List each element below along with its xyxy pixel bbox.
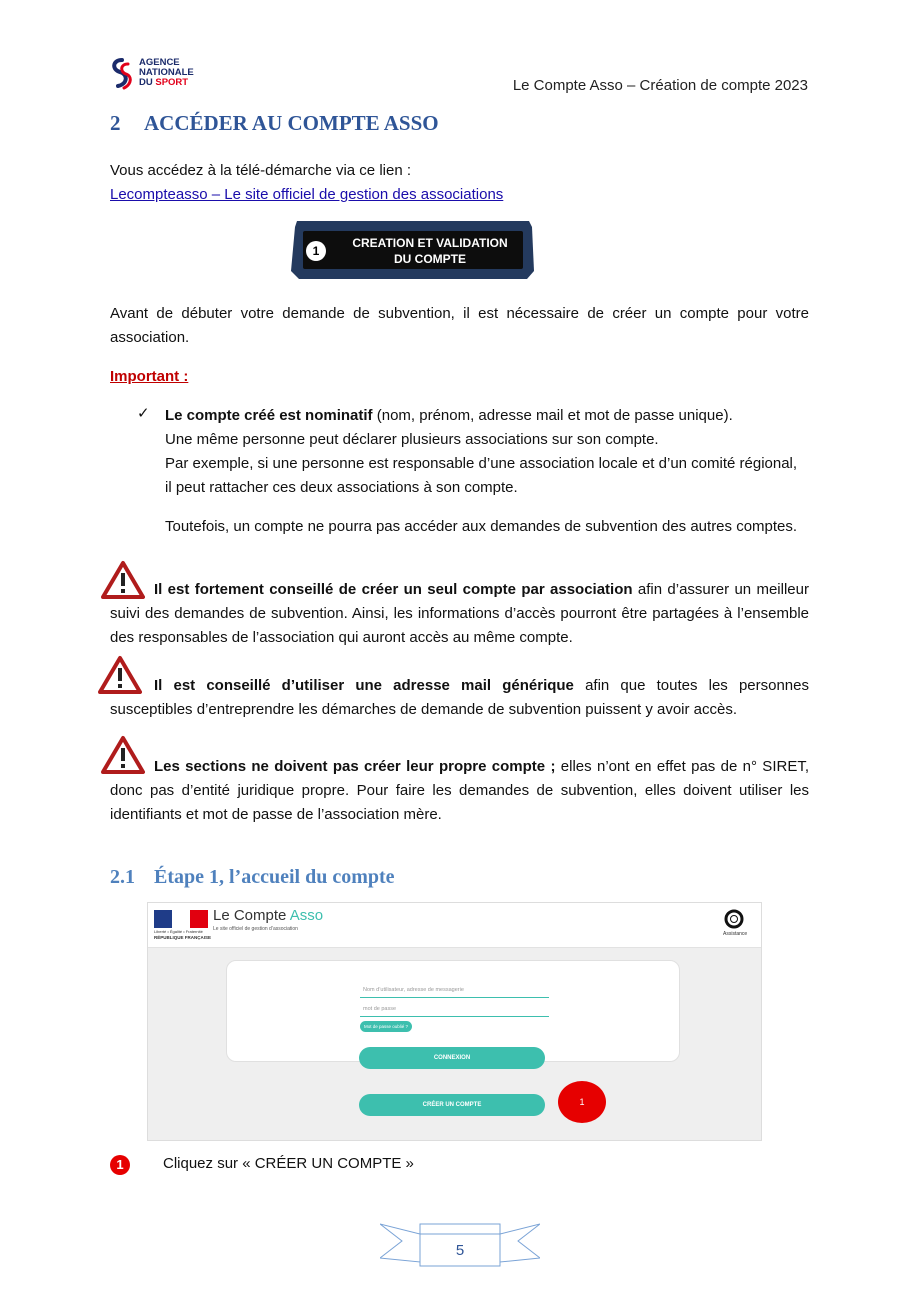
- warning-3-rest: elles n’ont en effet pas de n° SIRET, donc pas d’entité juridique propre. Pour faire les demandes de subvention, elles doivent utiliser les identifiants et mot de passe de l’association mère.: [110, 758, 809, 823]
- checklist-bold: Le compte créé est nominatif: [165, 407, 373, 424]
- association-site-link[interactable]: Lecompteasso – Le site officiel de gestion des associations: [110, 186, 504, 203]
- checklist-line-2: Une même personne peut déclarer plusieurs associations sur son compte.: [165, 431, 659, 448]
- step-marker: 1: [558, 1081, 606, 1123]
- logo-line-1: AGENCE: [139, 57, 180, 68]
- badge-line-1: CREATION ET VALIDATION: [352, 236, 508, 250]
- warning-text-2: [110, 674, 809, 722]
- site-title-b: Asso: [289, 907, 324, 924]
- document-title: Le Compte Asso – Création de compte 2023: [512, 77, 808, 94]
- warning-1-bold: Il est fortement conseillé de créer un seul compte par association: [154, 581, 633, 598]
- republic-motto: Liberté • Égalité • Fraternité: [154, 929, 203, 934]
- republic-flag-icon: [154, 910, 208, 928]
- however-text: Toutefois, un compte ne pourra pas accéder aux demandes de subvention des autres comptes.: [165, 518, 798, 535]
- logo-line-3: [139, 78, 194, 88]
- checklist-line-4: il peut rattacher ces deux associations à son compte.: [165, 479, 518, 496]
- site-title: [213, 907, 323, 924]
- ans-logo-text: [139, 58, 194, 88]
- login-button[interactable]: CONNEXION: [359, 1047, 545, 1069]
- checklist-line-3: Par exemple, si une personne est responsable d’une association locale et d’un comité régional,: [165, 455, 798, 472]
- step-number-badge: 1: [110, 1155, 130, 1175]
- checklist-block: [165, 404, 825, 500]
- site-header: [148, 903, 761, 948]
- section-title: ACCÉDER AU COMPTE ASSO: [144, 111, 439, 135]
- badge-line-2: DU COMPTE: [394, 252, 466, 266]
- important-label: Important :: [110, 368, 189, 385]
- warning-3-bold: Les sections ne doivent pas créer leur propre compte ;: [154, 758, 556, 775]
- warning-2-bold: Il est conseillé d’utiliser une adresse mail générique: [154, 677, 574, 694]
- lifebuoy-icon[interactable]: [724, 909, 744, 929]
- warning-2-rest: afin que toutes les personnes susceptibles d’entreprendre les démarches de demande de subvention puissent y avoir accès.: [110, 677, 809, 718]
- forgot-password-button[interactable]: Mot de passe oublié ?: [360, 1021, 412, 1032]
- site-screenshot: [147, 902, 762, 1141]
- subsection-number: 2.1: [110, 866, 135, 888]
- subsection-title: Étape 1, l’accueil du compte: [154, 866, 395, 888]
- section-number: 2: [110, 111, 121, 135]
- logo-line-3a: DU: [139, 77, 156, 88]
- assistance-label[interactable]: Assistance: [723, 931, 748, 937]
- username-field[interactable]: Nom d’utilisateur, adresse de messagerie: [360, 983, 549, 998]
- step-instruction: Cliquez sur « CRÉER UN COMPTE »: [163, 1155, 414, 1172]
- logo-line-3b: SPORT: [155, 77, 189, 88]
- association-site-link-wrap: [110, 183, 503, 207]
- create-account-button[interactable]: CRÉER UN COMPTE: [359, 1094, 545, 1116]
- site-subtitle: Le site officiel de gestion d’association: [213, 926, 298, 932]
- logo-line-2: NATIONALE: [139, 67, 194, 78]
- checkmark-icon: ✓: [137, 405, 150, 422]
- site-title-a: Le Compte: [213, 907, 290, 924]
- password-field[interactable]: mot de passe: [360, 1002, 549, 1017]
- checklist-rest: (nom, prénom, adresse mail et mot de passe unique).: [372, 407, 733, 424]
- site-body: [148, 948, 761, 1140]
- warning-text-3: [110, 755, 809, 827]
- page-number: 5: [455, 1242, 465, 1259]
- warning-text-1: [110, 578, 809, 650]
- before-text: Avant de débuter votre demande de subvention, il est nécessaire de créer un compte pour votre association.: [110, 305, 809, 346]
- badge-number: 1: [306, 241, 326, 261]
- republic-name: RÉPUBLIQUE FRANÇAISE: [154, 935, 212, 940]
- access-text: Vous accédez à la télé-démarche via ce lien :: [110, 162, 412, 179]
- badge-text: [330, 235, 530, 267]
- section-heading: [110, 111, 439, 136]
- checklist-line-1: [165, 404, 825, 428]
- subsection-heading: [110, 866, 395, 889]
- warning-1-rest: afin d’assurer un meilleur suivi des demandes de subvention. Ainsi, les informations d’accès pourront être partagées à l’ensemble des responsables de l’association qui auront accès au même compte.: [110, 581, 809, 646]
